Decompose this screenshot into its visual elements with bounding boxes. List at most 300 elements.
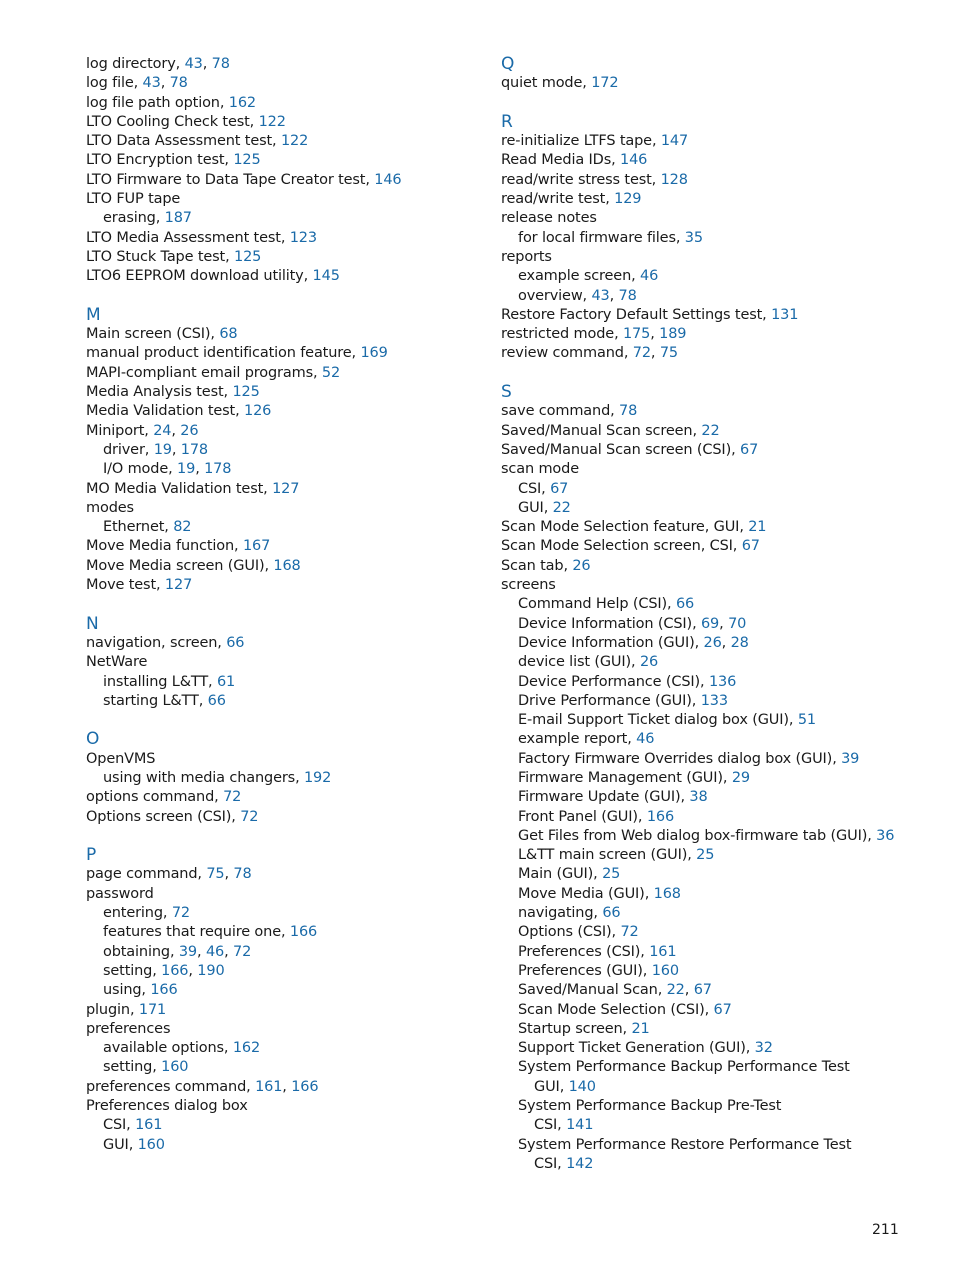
page-link[interactable]: 187 — [164, 210, 192, 227]
index-term: modes — [86, 499, 134, 516]
index-entry: Saved/Manual Scan screen (CSI), 67 — [501, 441, 759, 458]
page-link[interactable]: 160 — [137, 1136, 165, 1153]
page-link[interactable]: 75 — [659, 345, 678, 362]
page-link[interactable]: 161 — [255, 1078, 283, 1095]
page-link[interactable]: 69 — [700, 615, 720, 632]
page-link[interactable]: 131 — [771, 306, 799, 323]
index-term: log file path option — [86, 94, 220, 111]
index-entry — [86, 750, 506, 769]
index-entry — [86, 1020, 506, 1039]
index-subentry: starting L&TT, 66 — [103, 692, 226, 709]
index-entry — [86, 190, 506, 209]
page-number: 211 — [872, 1222, 899, 1238]
page-link[interactable]: 192 — [303, 769, 332, 786]
index-letter-heading: O — [86, 729, 100, 750]
page-link[interactable]: 147 — [660, 133, 689, 150]
index-term: Get Files from Web dialog box-firmware tab (GUI) — [518, 827, 868, 844]
page-link[interactable]: 72 — [632, 345, 651, 362]
index-term: page command — [86, 866, 198, 883]
section-gap — [86, 827, 506, 846]
index-entry: plugin, 171 — [86, 1001, 167, 1018]
index-term: LTO FUP tape — [86, 191, 181, 208]
index-term: manual product identification feature — [86, 345, 352, 362]
page-link[interactable]: 160 — [651, 962, 679, 979]
page-link[interactable]: 125 — [233, 152, 261, 169]
index-term: Scan tab — [501, 557, 564, 574]
section-gap — [86, 595, 506, 614]
index-subentry: Firmware Management (GUI), 29 — [518, 769, 750, 786]
index-subentry: Options (CSI), 72 — [518, 924, 639, 941]
index-letter-heading: M — [86, 304, 101, 325]
page-link[interactable]: 168 — [273, 557, 301, 574]
index-term: CSI — [518, 480, 542, 497]
page-link[interactable]: 161 — [649, 943, 677, 960]
index-subentry — [501, 1136, 921, 1155]
index-subentry: Firmware Update (GUI), 38 — [518, 789, 708, 806]
page-link[interactable]: 72 — [223, 789, 242, 806]
index-term: Saved/Manual Scan screen — [501, 422, 693, 439]
index-entry: Media Validation test, 126 — [86, 403, 272, 420]
index-term: log file — [86, 75, 134, 92]
page-link[interactable]: 25 — [602, 866, 621, 883]
index-term: Media Validation test — [86, 403, 236, 420]
index-entry: Restore Factory Default Settings test, 131 — [501, 306, 799, 323]
page-link[interactable]: 178 — [180, 441, 208, 458]
page-link[interactable]: 136 — [708, 673, 737, 690]
index-term: re-initialize LTFS tape — [501, 133, 652, 150]
index-term: Support Ticket Generation (GUI) — [518, 1040, 746, 1057]
page-link[interactable]: 72 — [240, 808, 259, 825]
page-link[interactable]: 46 — [636, 731, 655, 748]
index-subentry: example report, 46 — [518, 731, 655, 748]
index-subentry: using, 166 — [103, 982, 178, 999]
page-link[interactable]: 38 — [689, 789, 708, 806]
index-entry — [86, 653, 506, 672]
index-subentry: overview, 43, 78 — [518, 287, 637, 304]
index-letter-heading: N — [86, 613, 99, 634]
index-subentry: Command Help (CSI), 66 — [518, 596, 695, 613]
page-link[interactable]: 66 — [207, 692, 226, 709]
index-term: setting — [103, 962, 153, 979]
page-link[interactable]: 19 — [153, 441, 172, 458]
page-link[interactable]: 78 — [169, 75, 188, 92]
page-link[interactable]: 166 — [161, 962, 189, 979]
index-term: Move Media function — [86, 538, 235, 555]
index-term: erasing — [103, 210, 156, 227]
index-term: NetWare — [86, 654, 148, 671]
index-subentry: Device Information (GUI), 26, 28 — [518, 634, 749, 651]
page-link[interactable]: 168 — [653, 885, 681, 902]
page-link[interactable]: 67 — [713, 1001, 732, 1018]
index-term: L&TT main screen (GUI) — [518, 847, 688, 864]
index-subentry: installing L&TT, 61 — [103, 673, 236, 690]
index-term: features that require one — [103, 924, 281, 941]
index-term: starting L&TT — [103, 692, 199, 709]
index-entry: preferences command, 161, 166 — [86, 1078, 319, 1095]
page-link[interactable]: 52 — [321, 364, 341, 381]
page-link[interactable]: 43 — [591, 287, 610, 304]
index-term: Firmware Management (GUI) — [518, 769, 723, 786]
index-subentry: L&TT main screen (GUI), 25 — [518, 847, 715, 864]
index-subentry: Ethernet, 82 — [103, 519, 192, 536]
index-subentry: GUI, 160 — [103, 1136, 165, 1153]
page-link[interactable]: 126 — [244, 403, 272, 420]
index-term: Saved/Manual Scan — [518, 982, 658, 999]
index-subentry: navigating, 66 — [518, 905, 621, 922]
index-entry: log directory, 43, 78 — [86, 56, 230, 72]
page-link[interactable]: 162 — [232, 1040, 261, 1057]
index-letter-heading: R — [501, 111, 513, 132]
index-subentry: obtaining, 39, 46, 72 — [103, 943, 252, 960]
index-letter-heading: S — [501, 382, 512, 403]
index-column-right — [501, 55, 921, 1174]
index-subentry: entering, 72 — [103, 905, 190, 922]
index-subentry: I/O mode, 19, 178 — [103, 461, 232, 478]
index-term: LTO Media Assessment test — [86, 229, 281, 246]
index-term: MAPI-compliant email programs — [86, 364, 313, 381]
index-subentry: driver, 19, 178 — [103, 441, 208, 458]
page-link[interactable]: 172 — [591, 75, 619, 92]
page-link[interactable]: 72 — [233, 943, 252, 960]
index-entry: restricted mode, 175, 189 — [501, 326, 687, 343]
page-link[interactable]: 66 — [226, 634, 245, 651]
index-term: CSI — [534, 1117, 558, 1134]
index-entry: log file path option, 162 — [86, 94, 256, 111]
page-link[interactable]: 35 — [684, 229, 703, 246]
page-link[interactable]: 26 — [703, 634, 722, 651]
index-term: Scan Mode Selection feature, GUI — [501, 519, 740, 536]
index-term: Miniport — [86, 422, 145, 439]
index-subentry: Factory Firmware Overrides dialog box (GUI), 39 — [518, 750, 860, 767]
index-entry — [501, 248, 921, 267]
index-subentry: Scan Mode Selection (CSI), 67 — [518, 1001, 732, 1018]
index-term: Factory Firmware Overrides dialog box (GUI) — [518, 750, 833, 767]
section-gap — [501, 364, 921, 383]
page-link[interactable]: 43 — [142, 75, 161, 92]
index-term: plugin — [86, 1001, 130, 1018]
index-entry: manual product identification feature, 169 — [86, 345, 388, 362]
section-gap — [501, 94, 921, 113]
index-term: E-mail Support Ticket dialog box (GUI) — [518, 712, 789, 729]
page-link[interactable]: 82 — [173, 519, 192, 536]
index-term: restricted mode — [501, 326, 615, 343]
index-subentry: GUI, 22 — [518, 499, 571, 516]
index-term: CSI — [103, 1117, 127, 1134]
index-subentry: Drive Performance (GUI), 133 — [518, 692, 728, 709]
index-term: save command — [501, 403, 611, 420]
page-link[interactable]: 68 — [219, 326, 238, 343]
index-term: quiet mode — [501, 75, 583, 92]
index-entry: LTO Encryption test, 125 — [86, 152, 261, 169]
index-term: LTO6 EEPROM download utility — [86, 268, 304, 285]
page-link[interactable]: 190 — [197, 962, 225, 979]
index-term: Preferences dialog box — [86, 1098, 248, 1115]
page-link[interactable]: 36 — [876, 827, 895, 844]
page-link[interactable]: 67 — [693, 982, 712, 999]
page-link[interactable]: 166 — [291, 1078, 319, 1095]
index-column-left — [86, 55, 506, 1155]
index-term: screens — [501, 577, 556, 594]
index-term: GUI — [534, 1078, 560, 1095]
index-subentry: Startup screen, 21 — [518, 1020, 650, 1037]
page-link[interactable]: 29 — [731, 769, 750, 786]
index-term: for local firmware files — [518, 229, 676, 246]
page-link[interactable]: 67 — [740, 441, 759, 458]
index-term: example report — [518, 731, 628, 748]
index-term: obtaining — [103, 943, 170, 960]
index-entry: Move Media screen (GUI), 168 — [86, 557, 301, 574]
page-link[interactable]: 46 — [205, 943, 225, 960]
index-subentry: CSI, 67 — [518, 480, 569, 497]
page-link[interactable]: 21 — [748, 519, 767, 536]
page-link[interactable]: 22 — [701, 422, 720, 439]
index-entry: Miniport, 24, 26 — [86, 422, 199, 439]
page-link[interactable]: 122 — [258, 113, 286, 130]
page-link[interactable]: 32 — [754, 1040, 773, 1057]
page-link[interactable]: 133 — [700, 692, 728, 709]
index-subentry: setting, 166, 190 — [103, 962, 225, 979]
page-link[interactable]: 128 — [660, 171, 688, 188]
index-entry: log file, 43, 78 — [86, 75, 188, 92]
index-subentry: setting, 160 — [103, 1059, 189, 1076]
index-term: using — [103, 982, 142, 999]
index-entry — [501, 209, 921, 228]
index-term: LTO Data Assessment test — [86, 133, 273, 150]
index-entry: LTO Data Assessment test, 122 — [86, 133, 309, 150]
page-link[interactable]: 169 — [360, 345, 388, 362]
page-link[interactable]: 25 — [696, 847, 715, 864]
index-term: Options (CSI) — [518, 924, 612, 941]
index-entry: Move test, 127 — [86, 577, 193, 594]
index-subentry: Support Ticket Generation (GUI), 32 — [518, 1040, 773, 1057]
page-link[interactable]: 160 — [161, 1059, 189, 1076]
page-link[interactable]: 26 — [180, 422, 199, 439]
page-link[interactable]: 78 — [619, 403, 638, 420]
page-link[interactable]: 189 — [659, 326, 687, 343]
index-subentry: Move Media (GUI), 168 — [518, 885, 681, 902]
index-term: Device Performance (CSI) — [518, 673, 701, 690]
index-term: Saved/Manual Scan screen (CSI) — [501, 441, 732, 458]
index-entry: Scan Mode Selection screen, CSI, 67 — [501, 538, 760, 555]
index-term: OpenVMS — [86, 750, 156, 767]
page-link[interactable]: 66 — [675, 596, 695, 613]
index-entry: read/write stress test, 128 — [501, 171, 688, 188]
index-term: Scan Mode Selection screen, CSI — [501, 538, 733, 555]
index-entry: LTO Firmware to Data Tape Creator test, 146 — [86, 171, 402, 188]
index-subentry: Main (GUI), 25 — [518, 866, 621, 883]
index-subentry: using with media changers, 192 — [103, 769, 332, 786]
page-link[interactable]: 21 — [631, 1020, 650, 1037]
page-link[interactable]: 125 — [234, 248, 262, 265]
page-link[interactable]: 43 — [184, 56, 203, 72]
page-link[interactable]: 70 — [728, 615, 747, 632]
page-link[interactable]: 78 — [618, 287, 637, 304]
index-term: LTO Firmware to Data Tape Creator test — [86, 171, 366, 188]
index-term: Main (GUI) — [518, 866, 594, 883]
index-term: System Performance Backup Performance Test — [518, 1059, 850, 1076]
index-term: Move Media (GUI) — [518, 885, 645, 902]
index-term: driver — [103, 441, 145, 458]
page-link[interactable]: 78 — [233, 866, 252, 883]
page-link[interactable]: 61 — [216, 673, 236, 690]
page-link[interactable]: 67 — [741, 538, 760, 555]
index-term: Move test — [86, 577, 156, 594]
page-link[interactable]: 166 — [646, 808, 675, 825]
page-link[interactable]: 178 — [204, 461, 232, 478]
index-term: scan mode — [501, 461, 579, 478]
index-term: Ethernet — [103, 519, 165, 536]
page-link[interactable]: 166 — [150, 982, 178, 999]
index-subentry: Device Performance (CSI), 136 — [518, 673, 737, 690]
page-link[interactable]: 39 — [178, 943, 198, 960]
page-link[interactable]: 75 — [206, 866, 225, 883]
page-link[interactable]: 122 — [280, 133, 309, 150]
page-link[interactable]: 127 — [164, 577, 193, 594]
index-entry: LTO Cooling Check test, 122 — [86, 113, 286, 130]
index-entry: LTO Media Assessment test, 123 — [86, 229, 317, 246]
page-link[interactable]: 19 — [177, 461, 196, 478]
index-term: Front Panel (GUI) — [518, 808, 638, 825]
page-link[interactable]: 167 — [242, 538, 271, 555]
index-term: available options — [103, 1040, 224, 1057]
index-term: Options screen (CSI) — [86, 808, 232, 825]
page-link[interactable]: 26 — [639, 654, 659, 671]
index-entry — [501, 460, 921, 479]
index-entry: navigation, screen, 66 — [86, 634, 245, 651]
index-term: preferences — [86, 1020, 171, 1037]
page-link[interactable]: 123 — [289, 229, 317, 246]
page-link[interactable]: 141 — [566, 1117, 594, 1134]
page-link[interactable]: 145 — [312, 268, 340, 285]
page-link[interactable]: 175 — [622, 326, 651, 343]
index-term: review command — [501, 345, 624, 362]
index-entry: review command, 72, 75 — [501, 345, 678, 362]
index-term: I/O mode — [103, 461, 169, 478]
index-entry: LTO Stuck Tape test, 125 — [86, 248, 262, 265]
section-gap — [86, 711, 506, 730]
page-link[interactable]: 161 — [135, 1117, 163, 1134]
index-entry: read/write test, 129 — [501, 191, 642, 208]
index-entry: MAPI-compliant email programs, 52 — [86, 364, 341, 381]
page-link[interactable]: 127 — [272, 480, 300, 497]
page-link[interactable]: 39 — [841, 750, 860, 767]
page-link[interactable]: 171 — [138, 1001, 167, 1018]
index-entry — [86, 1097, 506, 1116]
index-subentry: E-mail Support Ticket dialog box (GUI), 51 — [518, 712, 816, 729]
index-term: GUI — [103, 1136, 129, 1153]
index-term: Firmware Update (GUI) — [518, 789, 681, 806]
index-term: using with media changers — [103, 769, 296, 786]
index-term: Device Information (CSI) — [518, 615, 693, 632]
index-term: options command — [86, 789, 215, 806]
index-term: LTO Cooling Check test — [86, 113, 250, 130]
index-entry: Saved/Manual Scan screen, 22 — [501, 422, 720, 439]
index-subentry: Preferences (GUI), 160 — [518, 962, 679, 979]
index-term: Read Media IDs — [501, 152, 612, 169]
page-link[interactable]: 125 — [232, 384, 260, 401]
index-term: Media Analysis test — [86, 384, 224, 401]
page-link[interactable]: 166 — [289, 924, 318, 941]
index-subentry: GUI, 140 — [534, 1078, 596, 1095]
page-link[interactable]: 146 — [620, 152, 648, 169]
index-term: Restore Factory Default Settings test — [501, 306, 763, 323]
page-link[interactable]: 142 — [566, 1155, 594, 1172]
index-subentry: Get Files from Web dialog box-firmware tab (GUI), 36 — [518, 827, 895, 844]
index-subentry: device list (GUI), 26 — [518, 654, 659, 671]
index-entry — [501, 576, 921, 595]
index-term: Move Media screen (GUI) — [86, 557, 265, 574]
index-entry — [86, 885, 506, 904]
index-entry: Media Analysis test, 125 — [86, 384, 260, 401]
index-entry — [86, 499, 506, 518]
page-link[interactable]: 22 — [552, 499, 571, 516]
index-subentry: CSI, 142 — [534, 1155, 594, 1172]
index-entry: save command, 78 — [501, 403, 638, 420]
page-link[interactable]: 22 — [666, 982, 685, 999]
page-link[interactable]: 66 — [602, 905, 621, 922]
page-link[interactable]: 26 — [572, 557, 591, 574]
index-subentry: CSI, 161 — [103, 1117, 163, 1134]
index-subentry: example screen, 46 — [518, 268, 659, 285]
index-letter-heading: P — [86, 845, 97, 866]
index-term: Scan Mode Selection (CSI) — [518, 1001, 705, 1018]
index-entry: options command, 72 — [86, 789, 242, 806]
page-link[interactable]: 129 — [614, 191, 642, 208]
index-term: overview — [518, 287, 583, 304]
index-entry: quiet mode, 172 — [501, 75, 619, 92]
index-term: Device Information (GUI) — [518, 634, 695, 651]
index-letter-heading: Q — [501, 54, 515, 74]
index-subentry — [501, 1058, 921, 1077]
section-gap — [86, 287, 506, 306]
index-entry: Options screen (CSI), 72 — [86, 808, 259, 825]
index-term: navigation, screen — [86, 634, 218, 651]
index-entry: Scan tab, 26 — [501, 557, 591, 574]
index-subentry: Saved/Manual Scan, 22, 67 — [518, 982, 712, 999]
page-link[interactable]: 24 — [153, 422, 172, 439]
index-subentry: for local firmware files, 35 — [518, 229, 703, 246]
page-link[interactable]: 51 — [797, 712, 816, 729]
page-link[interactable]: 72 — [171, 905, 190, 922]
page-link[interactable]: 28 — [730, 634, 749, 651]
index-term: installing L&TT — [103, 673, 209, 690]
index-entry: LTO6 EEPROM download utility, 145 — [86, 268, 340, 285]
page-link[interactable]: 78 — [211, 56, 230, 72]
index-term: reports — [501, 248, 552, 265]
index-term: System Performance Backup Pre-Test — [518, 1098, 782, 1115]
index-entry: re-initialize LTFS tape, 147 — [501, 133, 689, 150]
page-link[interactable]: 140 — [568, 1078, 596, 1095]
page-link[interactable]: 46 — [640, 268, 659, 285]
page-link[interactable]: 72 — [620, 924, 639, 941]
index-term: password — [86, 885, 154, 902]
index-term: Startup screen — [518, 1020, 623, 1037]
index-term: release notes — [501, 210, 597, 227]
index-term: device list (GUI) — [518, 654, 632, 671]
index-term: entering — [103, 905, 163, 922]
page-link[interactable]: 162 — [228, 94, 256, 111]
index-subentry: erasing, 187 — [103, 210, 192, 227]
index-entry: Scan Mode Selection feature, GUI, 21 — [501, 519, 767, 536]
index-term: MO Media Validation test — [86, 480, 264, 497]
page-link[interactable]: 146 — [374, 171, 402, 188]
index-subentry: available options, 162 — [103, 1040, 261, 1057]
index-term: Main screen (CSI) — [86, 326, 211, 343]
index-term: read/write stress test — [501, 171, 652, 188]
index-term: LTO Stuck Tape test — [86, 248, 226, 265]
page-link[interactable]: 67 — [550, 480, 569, 497]
index-entry: Main screen (CSI), 68 — [86, 326, 238, 343]
